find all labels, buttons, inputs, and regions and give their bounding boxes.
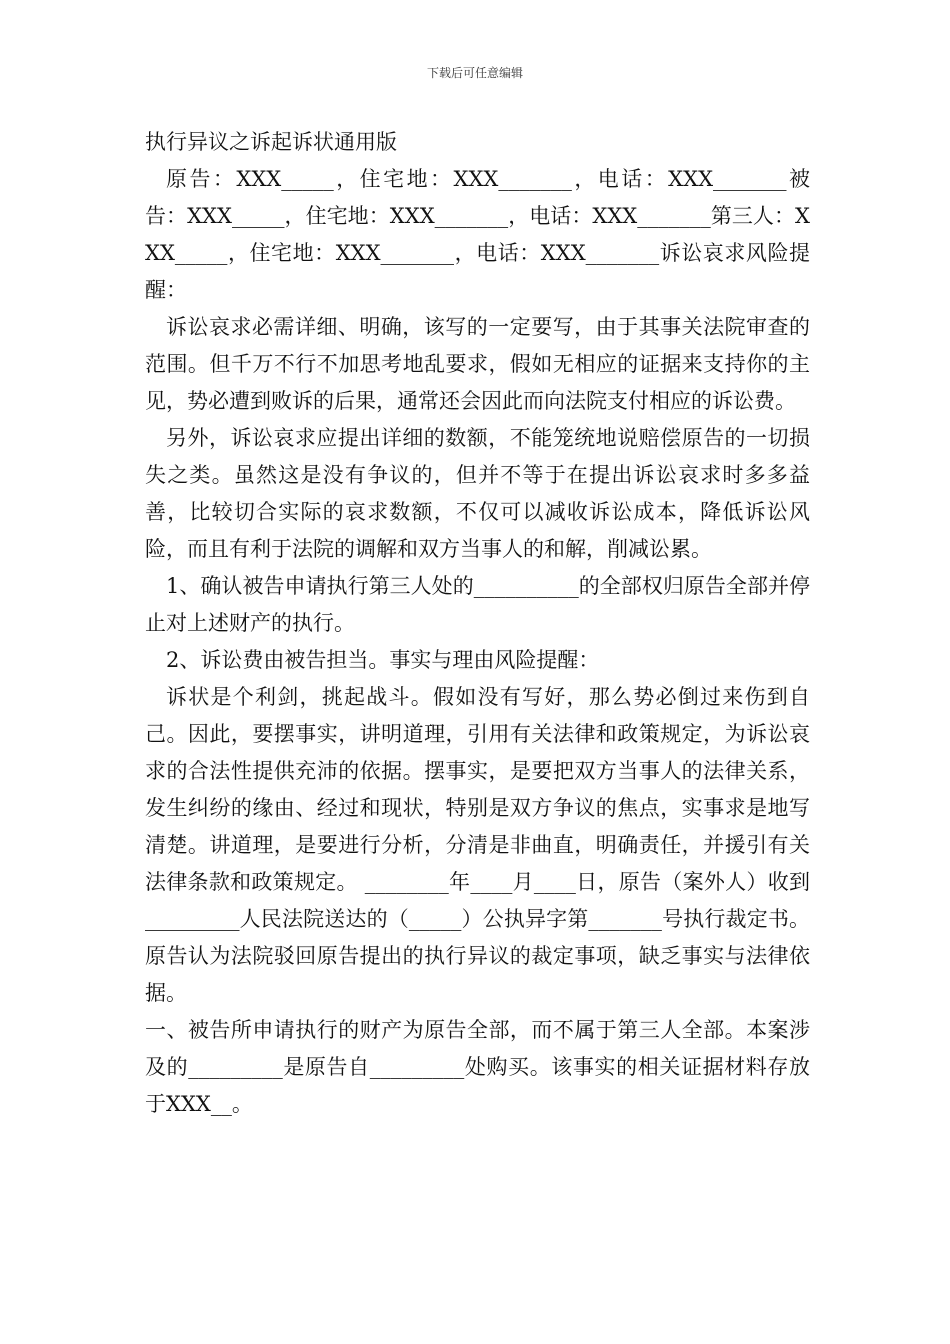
paragraph-fact-1: 一、被告所申请执行的财产为原告全部，而不属于第三人全部。本案涉及的_________是原告自_________处购买。该事实的相关证据材料存放于XXX__。 [145, 1018, 810, 1116]
paragraph-claim-2: 2、诉讼费由被告担当。事实与理由风险提醒： [166, 648, 600, 672]
document-body [145, 124, 810, 1123]
page-header: 下载后可任意编辑 [426, 66, 523, 80]
paragraph-facts: 诉状是个利剑，挑起战斗。假如没有写好，那么势必倒过来伤到自己。因此，要摆事实，讲明道理，引用有关法律和政策规定，为诉讼哀求的合法性提供充沛的依据。摆事实，是要把双方当事人的法律关系，发生纠纷的缘由、经过和现状，特别是双方争议的焦点，实事求是地写清楚。讲道理，是要进行分析，分清是非曲直，明确责任，并援引有关法律条款和政策规定。 ________年____月____日，原告（案外人）收到_________人民法院送达的（_____）公执异字第_______号执行裁定书。原告认为法院驳回原告提出的执行异议的裁定事项，缺乏事实与法律依据。 [145, 685, 810, 1005]
paragraph-claim-1: 1、确认被告申请执行第三人处的__________的全部权归原告全部并停止对上述财产的执行。 [145, 574, 810, 635]
document-title: 执行异议之诉起诉状通用版 [145, 130, 397, 154]
paragraph-parties: 原告：XXX_____，住宅地：XXX_______，电话：XXX_______被告：XXX_____，住宅地：XXX_______，电话：XXX_______第三人：XXX_____，住宅地：XXX_______，电话：XXX_______诉讼哀求风险提醒： [145, 167, 810, 302]
paragraph-claim-amount: 另外，诉讼哀求应提出详细的数额，不能笼统地说赔偿原告的一切损失之类。虽然这是没有争议的，但并不等于在提出诉讼哀求时多多益善，比较切合实际的哀求数额，不仅可以减收诉讼成本，降低诉讼风险，而且有利于法院的调解和双方当事人的和解，削减讼累。 [145, 426, 810, 561]
paragraph-claim-risk: 诉讼哀求必需详细、明确，该写的一定要写，由于其事关法院审查的范围。但千万不行不加思考地乱要求，假如无相应的证据来支持你的主见，势必遭到败诉的后果，通常还会因此而向法院支付相应的诉讼费。 [145, 315, 810, 413]
